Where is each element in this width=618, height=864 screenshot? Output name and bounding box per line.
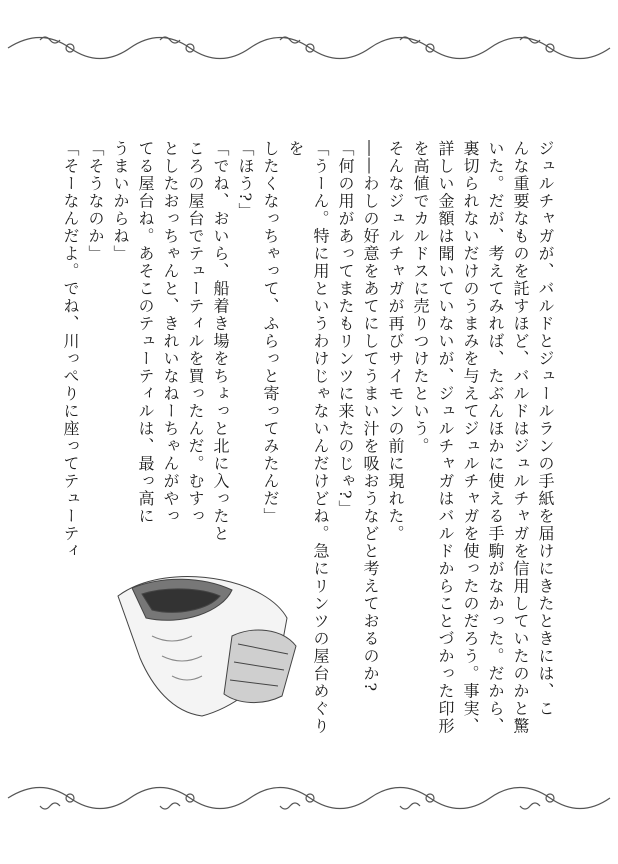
- text-line: 「でね、おいら、船着き場をちょっと北に入ったと: [211, 140, 230, 543]
- text-line: うまいからね」: [111, 140, 130, 263]
- text-line: そんなジュルチャガが再びサイモンの前に現れた。: [386, 140, 405, 543]
- top-ornamental-border: [0, 26, 618, 66]
- text-line: んな重要なものを託すほど、バルドはジュルチャガを信用していたのかと驚: [511, 140, 530, 735]
- text-line: ――わしの好意をあてにしてうまい汁を吸おうなどと考えておるのか?: [361, 140, 380, 693]
- text-line: 「何の用があってまたもリンツに来たのじゃ?」: [336, 140, 355, 518]
- text-line: としたおっちゃんと、きれいなねーちゃんがやっ: [161, 140, 180, 525]
- text-line: を高値でカルドスに売りつけたという。: [411, 140, 430, 455]
- text-line: いた。だが、考えてみれば、たぶんほかに使える手駒がなかった。だから、: [486, 140, 505, 735]
- text-line: てる屋台ね。あそこのテューティルは、最っ高に: [136, 140, 155, 525]
- text-line: 詳しい金額は聞いていないが、ジュルチャガはバルドからことづかった印形: [436, 140, 455, 735]
- text-line: ジュルチャガが、バルドとジュールランの手紙を届けにきたときには、こ: [536, 140, 555, 718]
- text-line: 「ほう?」: [236, 140, 255, 221]
- text-line: したくなっちゃって、ふらっと寄ってみたんだ」: [261, 140, 280, 525]
- bottom-ornamental-border: [0, 778, 618, 818]
- text-line: 裏切られないだけのうまみを与えてジュルチャガを使ったのだろう。事実、: [461, 140, 480, 735]
- text-line: ころの屋台でテューティルを買ったんだ。むすっ: [186, 140, 205, 525]
- food-wrap-illustration: [112, 566, 302, 722]
- text-line: 「そーなんだよ。でね、川っぺりに座ってテューティ: [61, 140, 80, 560]
- text-line: 「そうなのか」: [86, 140, 105, 263]
- text-line: 「うーん。特に用というわけじゃないんだけどね。急にリンツの屋台めぐりを: [286, 140, 330, 735]
